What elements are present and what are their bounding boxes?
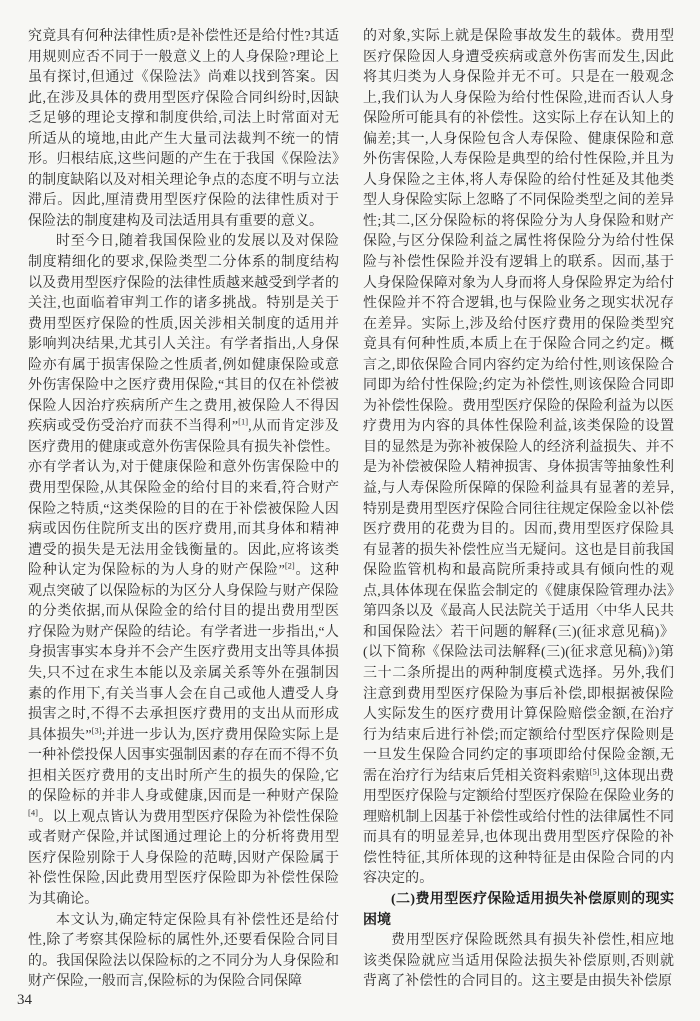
footnote-reference: [4] bbox=[28, 807, 38, 818]
paragraph: 究竟具有何种法律性质?是补偿性还是给付性?其适用规则应否不同于一般意义上的人身保险?理论上虽有探讨,但通过《保险法》尚难以找到答案。因此,在涉及具体的费用型医疗保险合同纠纷时,因缺乏足够的理论支撑和制度供给,司法上时常面对无所适从的境地,由此产生大量司法裁判不统一的情形。归根结底,这些问题的产生在于我国《保险法》的制度缺陷以及对相关理论争点的态度不明与立法滞后。因此,厘清费用型医疗保险的法律性质对于保险法的制度建构及司法适用具有重要的意义。 bbox=[28, 29, 339, 229]
paragraph: 费用型医疗保险既然具有损失补偿性,相应地该类保险就应当适用保险法损失补偿原则,否则就背离了补偿性的合同目的。这主要是由损失补偿原 bbox=[363, 933, 674, 990]
text-column-left bbox=[28, 27, 339, 993]
paragraph: 的对象,实际上就是保险事故发生的载体。费用型医疗保险因人身遭受疾病或意外伤害而发生,因此将其归类为人身保险并无不可。只是在一般观念上,我们认为人身保险为给付性保险,进而否认人身保险所可能具有的补偿性。这实际上存在认知上的偏差;其一,人身保险包含人寿保险、健康保险和意外伤害保险,人寿保险是典型的给付性保险,并且为人身保险之主体,将人寿保险的给付性延及其他类型人身保险实际上忽略了不同保险类型之间的差异性;其二,区分保险标的将保险分为人身保险和财产保险,与区分保险利益之属性将保险分为给付性保险与补偿性保险并没有逻辑上的联系。因而,基于人身保险保障对象为人身而将人身保险界定为给付性保险并不符合逻辑,也与保险业务之现实状况存在差异。实际上,涉及给付医疗费用的保险类型究竟具有何种性质,本质上在于保险合同之约定。概言之,即依保险合同内容约定为给付性,则该保险合同即为给付性保险;约定为补偿性,则该保险合同即为补偿性保险。费用型医疗保险的保险利益为以医疗费用为内容的具体性保险利益,该类保险的设置目的显然是为弥补被保险人的经济利益损失、并不是为补偿被保险人精神损害、身体损害等抽象性利益,与人寿保险所保障的保险利益具有显著的差异,特别是费用型医疗保险合同往往规定保险金以补偿医疗费用的花费为目的。因而,费用型医疗保险具有显著的损失补偿性应当无疑问。这也是目前我国保险监管机构和最高院所秉持或具有倾向性的观点,具体体现在保监会制定的《健康保险管理办法》第四条以及《最高人民法院关于适用〈中华人民共和国保险法〉若干问题的解释(三)(征求意见稿)》(以下简称《保险法司法解释(三)(征求意见稿)》)第三十二条所提出的两种制度模式选择。另外,我们注意到费用型医疗保险为事后补偿,即根据被保险人实际发生的医疗费用计算保险赔偿金额,在治疗行为结束后进行补偿;而定额给付型医疗保险则是一旦发生保险合同约定的事项即给付保险金额,无需在治疗行为结束后凭相关资料索赔[5],这体现出费用型医疗保险与定额给付型医疗保险在保险业务的理赔机制上因基于补偿性或给付性的法律属性不同而具有的明显差异,也体现出费用型医疗保险的补偿性特征,其所体现的这种特征是由保险合同的内容决定的。 bbox=[363, 29, 674, 887]
page-number: 34 bbox=[17, 992, 32, 1008]
section-heading: (二)费用型医疗保险适用损失补偿原则的现实困境 bbox=[363, 891, 674, 928]
text-column-right bbox=[363, 27, 674, 993]
paragraph: 本文认为,确定特定保险具有补偿性还是给付性,除了考察其保险标的属性外,还要看保险合同目的。我国保险法以保险标的之不同分为人身保险和财产保险,一般而言,保险标的为保险合同保障 bbox=[28, 912, 339, 990]
two-column-text-block bbox=[28, 27, 674, 993]
paragraph: 时至今日,随着我国保险业的发展以及对保险制度精细化的要求,保险类型二分体系的制度结构以及费用型医疗保险的法律性质越来越受到学者的关注,也面临着审判工作的诸多挑战。特别是关于费用型医疗保险的性质,因关涉相关制度的适用并影响判决结果,尤其引人关注。有学者指出,人身保险亦有属于损害保险之性质者,例如健康保险或意外伤害保险中之医疗费用保险,“其目的仅在补偿被保险人因治疗疾病所产生之费用,被保险人不得因疾病或受伤受治疗而获不当得利”[1],从而肯定涉及医疗费用的健康或意外伤害保险具有损失补偿性。亦有学者认为,对于健康保险和意外伤害保险中的费用型保险,从其保险金的给付目的来看,符合财产保险之特质,“这类保险的目的在于补偿被保险人因病或因伤住院所支出的医疗费用,而其身体和精神遭受的损失是无法用金钱衡量的。因此,应将该类险种认定为保险标的为人身的财产保险”[2]。这种观点突破了以保险标的为区分人身保险与财产保险的分类依据,而从保险金的给付目的提出费用型医疗保险为财产保险的结论。有学者进一步指出,“人身损害事实本身并不会产生医疗费用支出等具体损失,只不过在求生本能以及亲属关系等外在强制因素的作用下,有关当事人会在自己或他人遭受人身损害之时,不得不去承担医疗费用的支出从而形成具体损失”[3];并进一步认为,医疗费用保险实际上是一种补偿投保人因事实强制因素的存在而不得不负担相关医疗费用的支出时所产生的损失的保险,它的保险标的并非人身或健康,因而是一种财产保险[4]。以上观点皆认为费用型医疗保险为补偿性保险或者财产保险,并试图通过理论上的分析将费用型医疗保险别除于人身保险的范畴,因财产保险属于补偿性保险,因此费用型医疗保险即为补偿性保险为其确论。 bbox=[28, 234, 339, 907]
footnote-reference: [3] bbox=[91, 724, 102, 735]
footnote-reference: [5] bbox=[589, 766, 600, 777]
footnote-reference: [2] bbox=[284, 560, 295, 571]
footnote-reference: [1] bbox=[238, 416, 249, 427]
